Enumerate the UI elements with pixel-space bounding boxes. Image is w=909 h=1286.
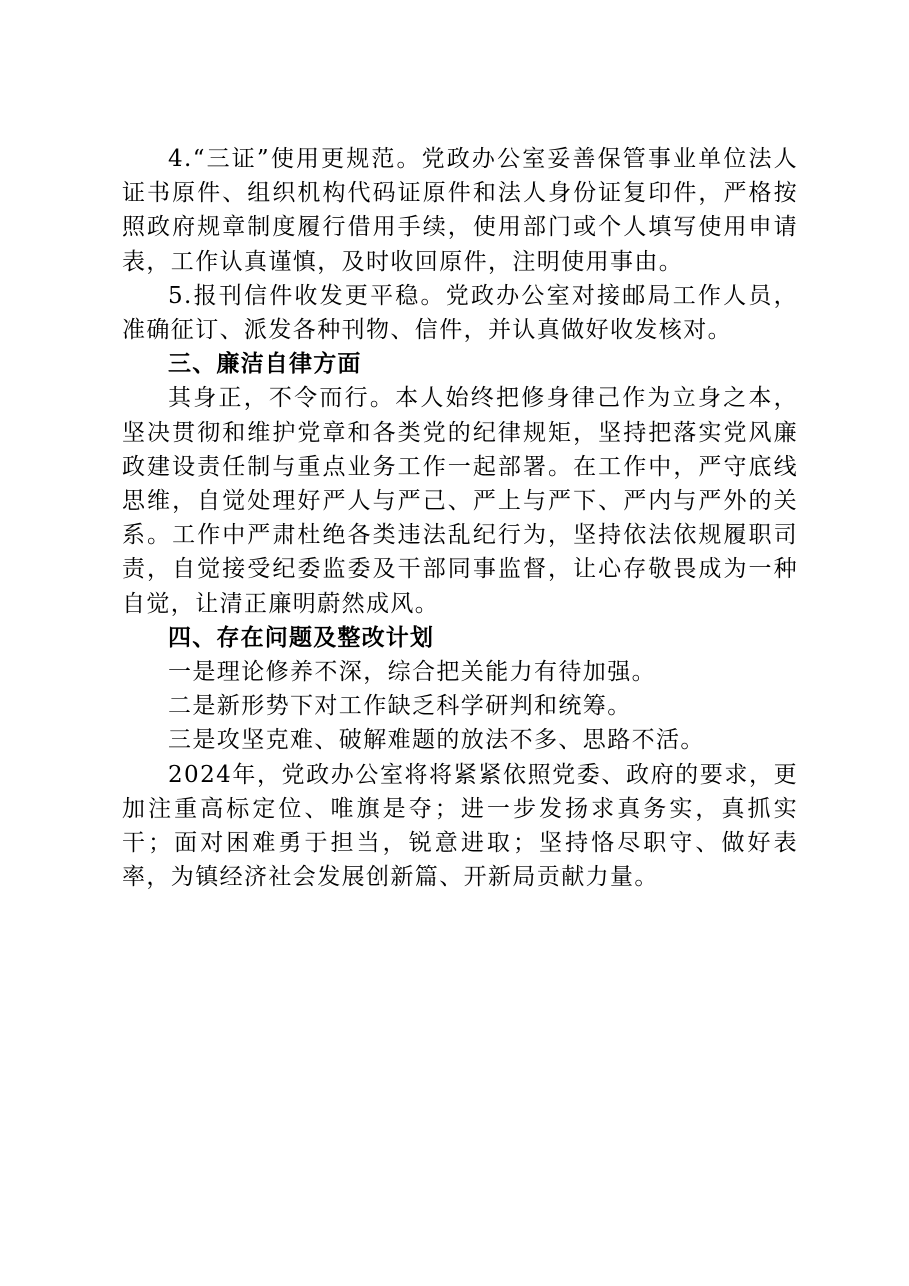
section-heading-problems: 四、存在问题及整改计划 [168,624,435,651]
paragraph-mail: 5.报刊信件收发更平稳。党政办公室对接邮局工作人员，准确征订、派发各种刊物、信件，并认真做好收发核对。 [122,282,798,344]
paragraph-problem-3: 三是攻坚克难、破解难题的放法不多、思路不活。 [168,727,705,754]
document-body [122,142,798,894]
paragraph-certificates: 4.“三证”使用更规范。党政办公室妥善保管事业单位法人证书原件、组织机构代码证原件和法人身份证复印件，严格按照政府规章制度履行借用手续，使用部门或个人填写使用申请表，工作认真谨慎，及时收回原件，注明使用事由。 [122,146,798,275]
paragraph-plan-2024: 2024年，党政办公室将将紧紧依照党委、政府的要求，更加注重高标定位、唯旗是夺；进一步发扬求真务实，真抓实干；面对困难勇于担当，锐意进取；坚持恪尽职守、做好表率，为镇经济社会发展创新篇、开新局贡献力量。 [122,761,798,891]
paragraph-integrity: 其身正，不令而行。本人始终把修身律己作为立身之本，坚决贯彻和维护党章和各类党的纪律规矩，坚持把落实党风廉政建设责任制与重点业务工作一起部署。在工作中，严守底线思维，自觉处理好严人与严己、严上与严下、严内与严外的关系。工作中严肃杜绝各类违法乱纪行为，坚持依法依规履职司责，自觉接受纪委监委及干部同事监督，让心存敬畏成为一种自觉，让清正廉明蔚然成风。 [122,385,798,617]
section-heading-integrity: 三、廉洁自律方面 [168,351,362,378]
paragraph-problem-1: 一是理论修养不深，综合把关能力有待加强。 [168,659,656,686]
paragraph-problem-2: 二是新形势下对工作缺乏科学研判和统筹。 [168,693,632,720]
